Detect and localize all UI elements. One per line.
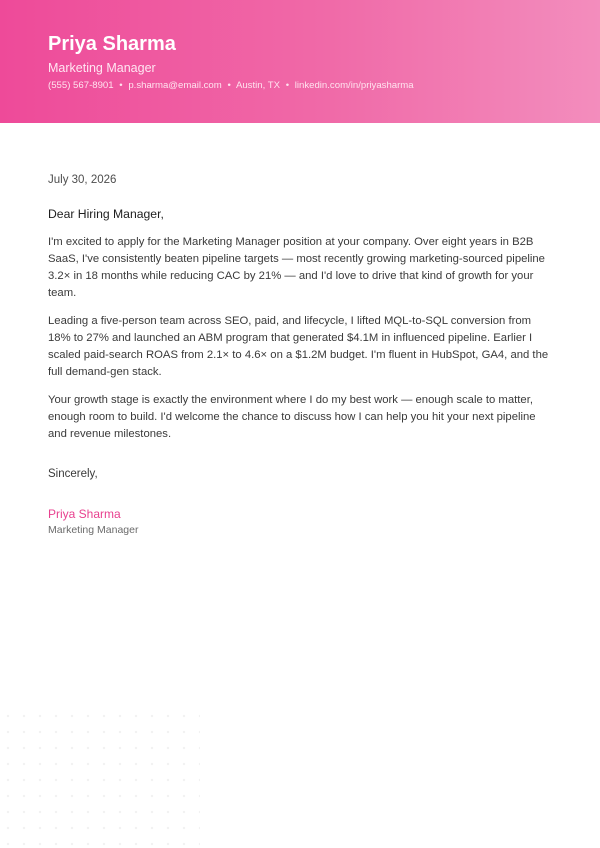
applicant-role: Marketing Manager <box>48 61 156 75</box>
contact-linkedin[interactable]: linkedin.com/in/priyasharma <box>294 80 414 91</box>
contact-location: Austin, TX <box>235 80 281 91</box>
letter-paragraph: Your growth stage is exactly the environment where I do my best work — enough scale to matter, enough room to build. I'd welcome the chance to discuss how I can help you hit your next pipeline and revenue milestones. <box>48 394 536 440</box>
decorative-dot-pattern <box>0 708 200 848</box>
applicant-name: Priya Sharma <box>48 33 176 55</box>
letter-salutation: Dear Hiring Manager, <box>48 207 164 221</box>
letter-paragraph: Leading a five-person team across SEO, paid, and lifecycle, I lifted MQL-to-SQL conversion from 18% to 27% and launched an ABM program that generated $4.1M in influenced pipeline. Earlier I scaled paid-search ROAS from 2.1× to 4.6× on a $1.2M budget. I'm fluent in HubSpot, GA4, and the full demand-gen stack. <box>48 315 549 378</box>
signature-name: Priya Sharma <box>48 507 121 521</box>
contact-phone: (555) 567-8901 <box>48 80 114 91</box>
letter-body <box>48 173 554 537</box>
contact-line <box>48 80 414 91</box>
signature-title: Marketing Manager <box>48 524 139 536</box>
header-banner <box>0 0 600 123</box>
letter-paragraph: I'm excited to apply for the Marketing Manager position at your company. Over eight years in B2B SaaS, I've consistently beaten pipeline targets — most recently growing marketing-sourced pipeline 3.2× in 18 months while reducing CAC by 21% — and I'd love to drive that kind of growth for your team. <box>48 236 545 299</box>
letter-date: July 30, 2026 <box>48 174 117 186</box>
contact-separator: • <box>285 80 290 91</box>
contact-email[interactable]: p.sharma@email.com <box>128 80 222 91</box>
letter-closing: Sincerely, <box>48 468 98 480</box>
contact-separator: • <box>227 80 231 91</box>
contact-separator: • <box>119 80 123 91</box>
